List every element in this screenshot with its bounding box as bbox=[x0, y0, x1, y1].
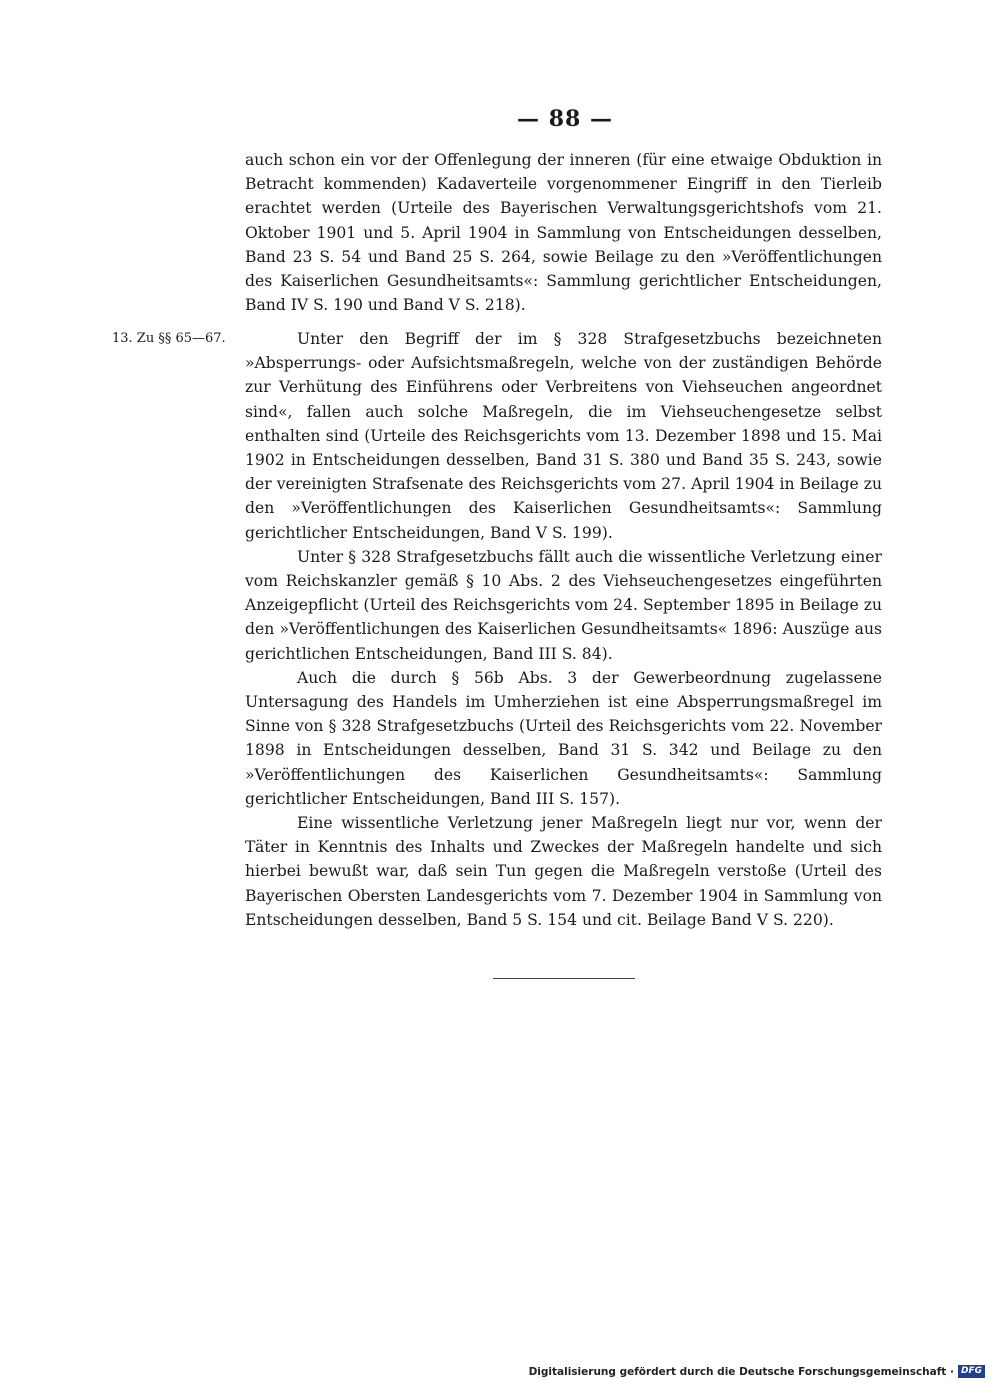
paragraph: Unter den Begriff der im § 328 Strafgesetzbuchs bezeichneten »Absperrungs- oder Aufsichtsmaßregeln, welche von der zuständigen Behörde zur Verhütung des Einführens oder Verbreitens von Viehseuchen angeordnet sind«, fallen auch solche Maßregeln, die im Viehseuchengesetze selbst enthalten sind (Urteile des Reichsgerichts vom 13. Dezember 1898 und 15. Mai 1902 in Entscheidungen desselben, Band 31 S. 380 und Band 35 S. 243, sowie der vereinigten Strafsenate des Reichsgerichts vom 27. April 1904 in Beilage zu den »Veröffentlichungen des Kaiserlichen Gesundheitsamts«: Sammlung gerichtlicher Entscheidungen, Band V S. 199). bbox=[245, 330, 882, 542]
dfg-logo: DFG bbox=[958, 1365, 985, 1378]
page-number: — 88 — bbox=[517, 106, 613, 132]
section-margin-label: 13. Zu §§ 65—67. bbox=[112, 331, 226, 346]
paragraph: auch schon ein vor der Offenlegung der inneren (für eine etwaige Obduktion in Betracht kommenden) Kadaverteile vorgenommener Eingriff in den Tierleib erachtet werden (Urteile des Bayerischen Verwaltungsgerichtshofs vom 21. Oktober 1901 und 5. April 1904 in Sammlung von Entscheidungen desselben, Band 23 S. 54 und Band 25 S. 264, sowie Beilage zu den »Veröffentlichungen des Kaiserlichen Gesundheitsamts«: Sammlung gerichtlicher Entscheidungen, Band IV S. 190 und Band V S. 218). bbox=[245, 151, 882, 315]
section-text bbox=[245, 327, 882, 932]
footer-credit: Digitalisierung gefördert durch die Deutsche Forschungsgemeinschaft · bbox=[528, 1365, 954, 1378]
digitization-footer bbox=[529, 1365, 985, 1378]
section-end-rule bbox=[493, 978, 635, 979]
paragraph: Auch die durch § 56b Abs. 3 der Gewerbeordnung zugelassene Untersagung des Handels im Umherziehen ist eine Absperrungsmaßregel im Sinne von § 328 Strafgesetzbuchs (Urteil des Reichsgerichts vom 22. November 1898 in Entscheidungen desselben, Band 31 S. 342 und Beilage zu den »Veröffentlichungen des Kaiserlichen Gesundheitsamts«: Sammlung gerichtlicher Entscheidungen, Band III S. 157). bbox=[245, 668, 882, 808]
paragraph: Eine wissentliche Verletzung jener Maßregeln liegt nur vor, wenn der Täter in Kenntnis des Inhalts und Zweckes der Maßregeln handelte und sich hierbei bewußt war, daß sein Tun gegen die Maßregeln verstoße (Urteil des Bayerischen Obersten Landesgerichts vom 7. Dezember 1904 in Sammlung von Entscheidungen desselben, Band 5 S. 154 und cit. Beilage Band V S. 220). bbox=[245, 814, 882, 929]
continuation-text bbox=[245, 148, 882, 317]
paragraph: Unter § 328 Strafgesetzbuchs fällt auch die wissentliche Verletzung einer vom Reichskanzler gemäß § 10 Abs. 2 des Viehseuchengesetzes eingeführten Anzeigepflicht (Urteil des Reichsgerichts vom 24. September 1895 in Beilage zu den »Veröffentlichungen des Kaiserlichen Gesundheitsamts« 1896: Auszüge aus gerichtlichen Entscheidungen, Band III S. 84). bbox=[245, 547, 882, 663]
